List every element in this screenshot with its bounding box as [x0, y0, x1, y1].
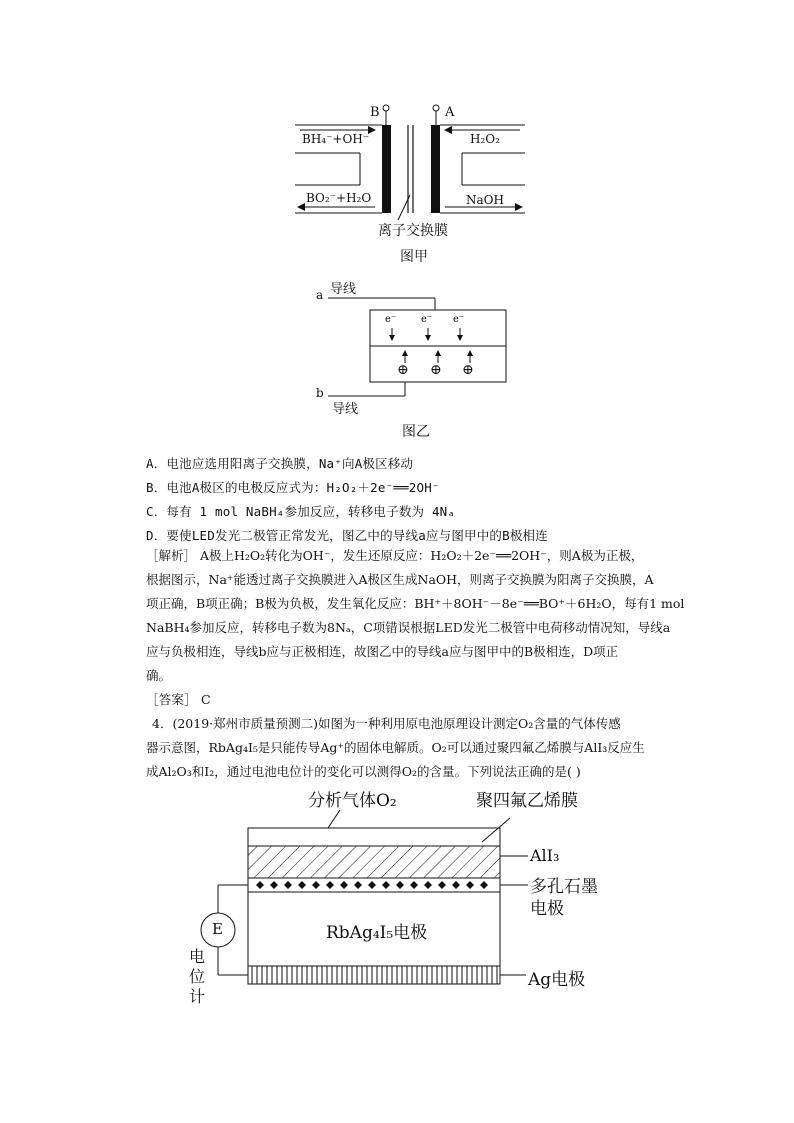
- hole-2: ⊕: [430, 362, 442, 378]
- sensor-figure: [180, 791, 620, 1010]
- question-line: 4．(2019·郑州市质量预测二)如图为一种利用原电池原理设计测定O₂含量的气体传感: [152, 716, 621, 731]
- figure-yi-caption: 图乙: [402, 424, 430, 440]
- meter-label-2: 位: [189, 967, 206, 986]
- wire-a-label: a: [316, 288, 324, 302]
- left-inflow-label: BH₄⁻+OH⁻: [302, 132, 370, 146]
- figure-yi-diagram: [310, 278, 530, 418]
- ali3-label: AlI₃: [530, 846, 560, 865]
- option-d: D．要使LED发光二极管正常发光，图乙中的导线a应与图甲中的B极相连: [146, 528, 548, 543]
- analysis-line: 应与负极相连，导线b应与正极相连，故图乙中的导线a应与图甲中的B极相连，D项正: [146, 644, 619, 659]
- option-b: B．电池A极区的电极反应式为：H₂O₂＋2e⁻══2OH⁻: [146, 480, 440, 495]
- wire-b-label: b: [316, 386, 324, 400]
- question-line: 成Al₂O₃和I₂，通过电池电位计的变化可以测得O₂的含量。下列说法正确的是( ): [146, 764, 581, 779]
- analysis-line: 确。: [146, 668, 172, 683]
- right-inflow-label: H₂O₂: [470, 132, 500, 146]
- question-4: [146, 712, 682, 784]
- analysis-line: NaBH₄参加反应，转移电子数为8Nₐ，C项错误根据LED发光二极管中电荷移动情况知，导线a: [146, 620, 671, 635]
- meter-symbol: E: [212, 920, 223, 938]
- ag-electrode-label: Ag电极: [528, 970, 586, 990]
- electron-1: e⁻: [385, 314, 397, 325]
- figure-jia-diagram: [290, 95, 530, 235]
- electrolyte-label: RbAg₄I₅电极: [326, 923, 428, 943]
- electron-2: e⁻: [421, 314, 433, 325]
- figure-jia-caption: 图甲: [400, 249, 428, 265]
- electron-3: e⁻: [453, 314, 465, 325]
- wire-bottom-label: 导线: [332, 402, 359, 417]
- analysis-paragraph: [146, 544, 685, 688]
- gas-label: 分析气体O₂: [308, 791, 397, 811]
- analysis-line: 根据图示，Na⁺能透过离子交换膜进入A极区生成NaOH，则离子交换膜为阳离子交换膜，A: [146, 572, 654, 587]
- graphite-label-1: 多孔石墨: [530, 877, 598, 897]
- left-outflow-label: BO₂⁻+H₂O: [306, 191, 372, 205]
- question-line: 器示意图，RbAg₄I₅是只能传导Ag⁺的固体电解质。O₂可以通过聚四氟乙烯膜与AlI₃反应生: [146, 740, 645, 755]
- wire-top-label: 导线: [330, 282, 357, 297]
- option-a: A．电池应选用阳离子交换膜，Na⁺向A极区移动: [146, 456, 414, 471]
- option-c: C．每有 1 mol NaBH₄参加反应，转移电子数为 4Nₐ: [146, 504, 456, 519]
- analysis-line: ［解析］ A极上H₂O₂转化为OH⁻，发生还原反应：H₂O₂＋2e⁻══2OH⁻，则A极为正极，: [146, 548, 644, 563]
- graphite-label-2: 电极: [530, 899, 564, 919]
- hole-1: ⊕: [397, 362, 409, 378]
- meter-label-1: 电: [189, 947, 206, 966]
- analysis-line: 项正确，B项正确；B极为负极，发生氧化反应：BH⁺＋8OH⁻－8e⁻══BO⁺＋6H₂O，每有1 mol: [146, 596, 685, 611]
- label-a: A: [445, 105, 455, 120]
- ptfe-label: 聚四氟乙烯膜: [476, 791, 578, 811]
- figure-jia: [290, 95, 530, 235]
- right-outflow-label: NaOH: [466, 193, 504, 207]
- label-b: B: [370, 105, 380, 120]
- membrane-label: 离子交换膜: [378, 223, 448, 239]
- figure-yi: [310, 278, 530, 418]
- hole-3: ⊕: [462, 362, 474, 378]
- meter-label-3: 计: [189, 987, 206, 1006]
- answer: ［答案］ C: [146, 692, 211, 707]
